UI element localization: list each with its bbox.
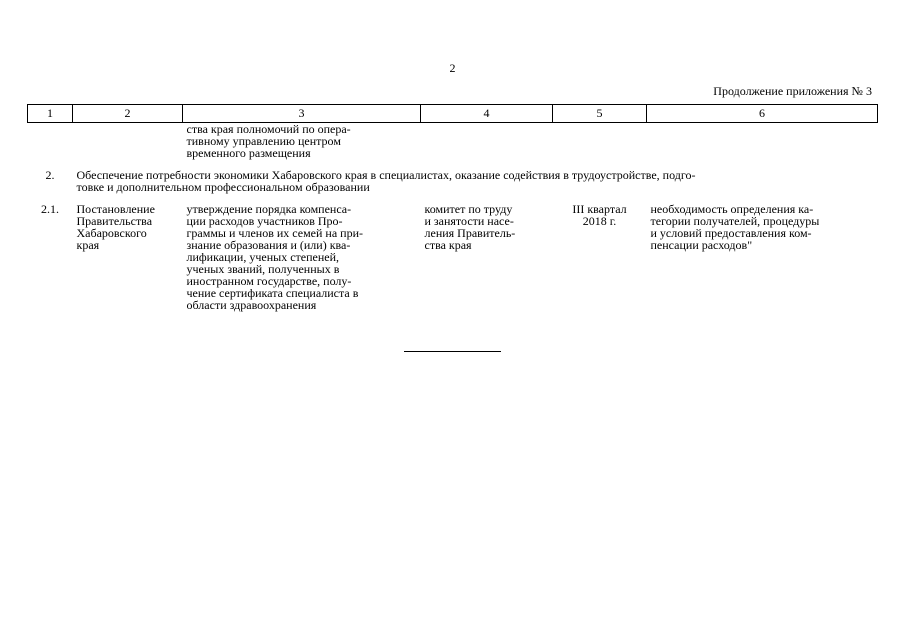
text-line: ства края полномочий по опера- [186, 122, 351, 136]
continued-content-cell [183, 123, 421, 160]
table-header-row [28, 105, 878, 123]
responsible-cell [421, 193, 553, 311]
column-header-3: 3 [183, 105, 421, 123]
text-line: ления Правитель- [424, 226, 516, 240]
text-line: Хабаровского [76, 226, 147, 240]
text-line: комитет по труду [424, 202, 513, 216]
text-line: III квартал [572, 202, 627, 216]
text-line: тивному управлению центром [186, 134, 341, 148]
text-line: знание образования и (или) ква- [186, 238, 351, 252]
continuation-label: Продолжение приложения № 3 [713, 84, 872, 98]
text-line: и занятости насе- [424, 214, 514, 228]
content-cell [183, 193, 421, 311]
text-line: ции расходов участников Про- [186, 214, 343, 228]
text-line: временного размещения [186, 146, 311, 160]
text-line: Постановление [76, 202, 155, 216]
text-line: ства края [424, 238, 472, 252]
table-row [28, 193, 878, 311]
text-line: необходимость определения ка- [650, 202, 814, 216]
text-line: области здравоохранения [186, 298, 317, 312]
appendix-table [27, 104, 878, 311]
continued-row [28, 123, 878, 160]
item-number: 2.1. [41, 202, 59, 216]
section-number: 2. [45, 168, 55, 182]
text-line: и условий предоставления ком- [650, 226, 812, 240]
column-header-1: 1 [28, 105, 73, 123]
text-line: иностранном государстве, полу- [186, 274, 352, 288]
text-line: граммы и членов их семей на при- [186, 226, 364, 240]
text-line: пенсации расходов" [650, 238, 753, 252]
text-line: 2018 г. [582, 214, 617, 228]
text-line: лификации, ученых степеней, [186, 250, 340, 264]
deadline-cell [553, 193, 647, 311]
text-line: чение сертификата специалиста в [186, 286, 359, 300]
column-header-2: 2 [73, 105, 183, 123]
text-line: утверждение порядка компенса- [186, 202, 352, 216]
column-header-5: 5 [553, 105, 647, 123]
end-divider [404, 351, 501, 352]
text-line: края [76, 238, 100, 252]
result-cell [647, 193, 878, 311]
column-header-4: 4 [421, 105, 553, 123]
column-header-6: 6 [647, 105, 878, 123]
text-line: товке и дополнительном профессиональном образовании [76, 180, 370, 194]
text-line: ученых званий, полученных в [186, 262, 340, 276]
text-line: Обеспечение потребности экономики Хабаровского края в специалистах, оказание содействия в трудоустройстве, подго- [76, 168, 696, 182]
page-number: 2 [449, 61, 456, 75]
document-type-cell [73, 193, 183, 311]
section-title [73, 159, 878, 193]
text-line: Правительства [76, 214, 153, 228]
text-line: тегории получателей, процедуры [650, 214, 820, 228]
section-row [28, 159, 878, 193]
